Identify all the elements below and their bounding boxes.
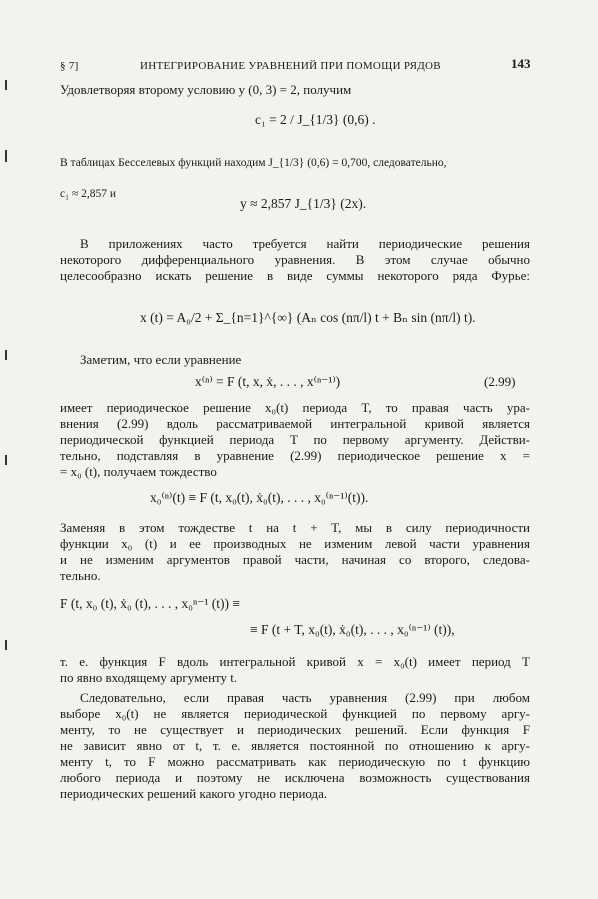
paragraph-line: менту, то не существует и периодических решений. Если функция F	[60, 722, 530, 737]
page-number: 143	[511, 56, 531, 71]
equation: y ≈ 2,857 J_{1/3} (2x).	[240, 196, 367, 211]
scan-mark	[5, 640, 7, 650]
paragraph-line: выборе x₀(t) не является периодической функцией по первому аргу-	[60, 706, 530, 721]
text-line: В таблицах Бесселевых функций находим J_{1/3} (0,6) = 0,700, следовательно,	[60, 157, 447, 169]
running-header-title: ИНТЕГРИРОВАНИЕ УРАВНЕНИЙ ПРИ ПОМОЩИ РЯДОВ	[140, 60, 441, 72]
paragraph-line: внения (2.99) вдоль рассматриваемой интегральной кривой является	[60, 416, 530, 431]
equation: ≡ F (t + T, x₀(t), ẋ₀(t), . . . , x₀⁽ⁿ⁻¹⁾ (t)),	[250, 622, 455, 637]
equation-number: (2.99)	[484, 374, 516, 389]
paragraph-line: любого периода и поэтому не исключена возможность существования	[60, 770, 530, 785]
paragraph-line: = x₀ (t), получаем тождество	[60, 464, 217, 479]
fourier-series-equation: x (t) = A₀/2 + Σ_{n=1}^{∞} (Aₙ cos (nπ/l) t + Bₙ sin (nπ/l) t).	[140, 310, 476, 325]
paragraph-line: тельно, подставляя в уравнение (2.99) периодическое решение x =	[60, 448, 530, 463]
text-line: c₁ ≈ 2,857 и	[60, 188, 117, 200]
scan-mark	[5, 80, 7, 90]
paragraph-line: периодических решений какого угодно периода.	[60, 786, 328, 801]
paragraph-line: периодической функцией периода T по первому аргументу. Действи-	[60, 432, 530, 447]
text-line: Удовлетворяя второму условию y (0, 3) = 2, получим	[60, 82, 352, 97]
scan-mark	[5, 350, 7, 360]
paragraph-line: функции x₀ (t) и ее производных не изменим левой части уравнения	[60, 536, 530, 551]
paragraph-line: менту t, то F можно рассматривать как периодическую по t функцию	[60, 754, 530, 769]
identity-equation: x₀⁽ⁿ⁾(t) ≡ F (t, x₀(t), ẋ₀(t), . . . , x₀⁽ⁿ⁻¹⁾(t)).	[150, 490, 369, 505]
paragraph-line: Следовательно, если правая часть уравнения (2.99) при любом	[80, 690, 530, 705]
paragraph-line: не зависит явно от t, т. е. является постоянной по отношению к аргу-	[60, 738, 530, 753]
paragraph-line: В приложениях часто требуется найти периодические решения	[80, 236, 530, 251]
paragraph-line: некоторого дифференциального уравнения. В этом случае обычно	[60, 252, 530, 267]
paragraph-line: и не изменим аргументов правой части, начиная со второго, следова-	[60, 552, 530, 567]
paragraph-line: тельно.	[60, 568, 101, 583]
paragraph-line: т. е. функция F вдоль интегральной кривой x = x₀(t) имеет период T	[60, 654, 530, 669]
equation: c₁ = 2 / J_{1/3} (0,6) .	[255, 112, 376, 127]
scan-mark	[5, 150, 7, 162]
equation: x⁽ⁿ⁾ = F (t, x, ẋ, . . . , x⁽ⁿ⁻¹⁾)	[195, 374, 341, 389]
paragraph-line: по явно входящему аргументу t.	[60, 670, 238, 685]
paragraph-line: целесообразно искать решение в виде суммы некоторого ряда Фурье:	[60, 268, 530, 283]
paragraph-line: Заменяя в этом тождестве t на t + T, мы в силу периодичности	[60, 520, 530, 535]
scan-mark	[5, 455, 7, 465]
running-header-section: § 7]	[60, 60, 79, 72]
paragraph-line: Заметим, что если уравнение	[80, 352, 242, 367]
paragraph-line: имеет периодическое решение x₀(t) периода T, то правая часть ура-	[60, 400, 530, 415]
equation: F (t, x₀ (t), ẋ₀ (t), . . . , x₀ⁿ⁻¹ (t)) ≡	[60, 596, 241, 611]
